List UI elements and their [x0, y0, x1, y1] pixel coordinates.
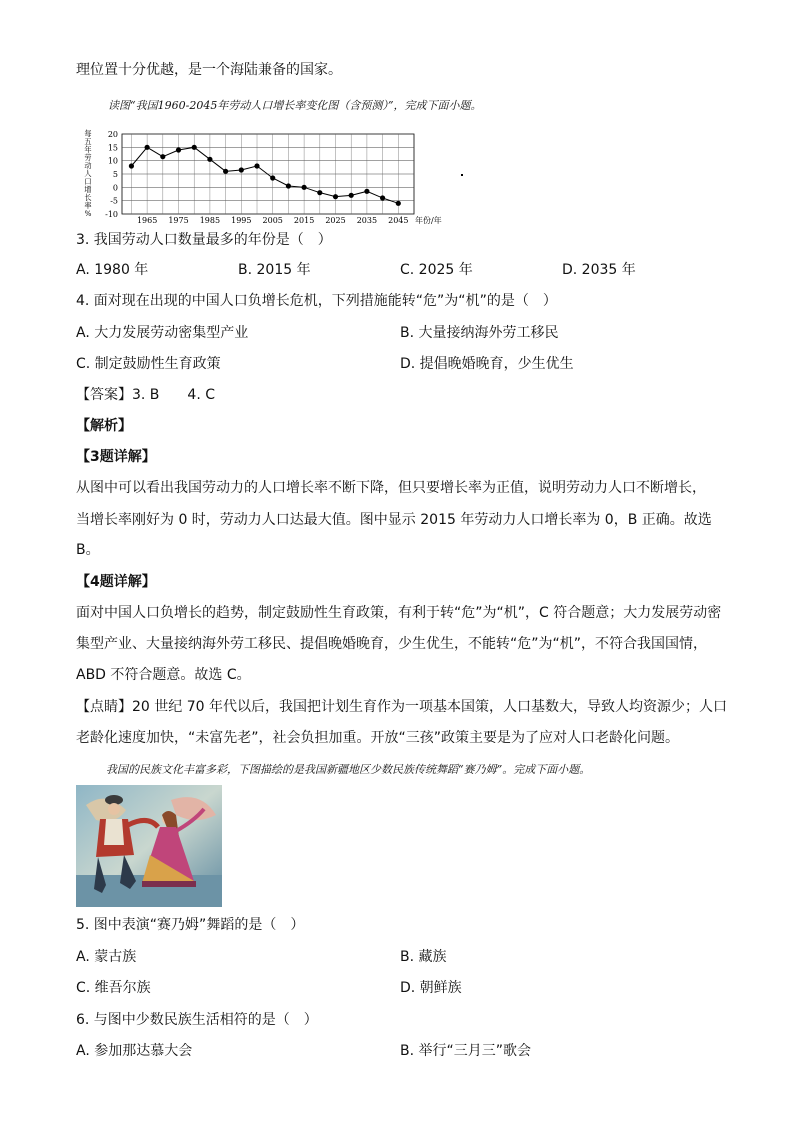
x-tick-label: 1975 — [168, 216, 189, 225]
stray-dot — [461, 174, 463, 176]
question-5: 5. 图中表演“赛乃姆”舞蹈的是（ ） — [76, 917, 305, 933]
data-point — [270, 175, 275, 180]
labor-growth-chart — [82, 126, 462, 226]
q3-option-a[interactable]: A. 1980 年 — [76, 262, 149, 278]
q3-option-d[interactable]: D. 2035 年 — [562, 262, 636, 278]
y-axis-label-char: 劳 — [84, 153, 92, 162]
highlight-note-1: 【点睛】20 世纪 70 年代以后，我国把计划生育作为一项基本国策，人口基数大，导致人均资源少；人口 — [76, 699, 727, 715]
q3-detail-2: 当增长率刚好为 0 时，劳动力人口达最大值。图中显示 2015 年劳动力人口增长率为 0，B 正确。故选 — [76, 512, 712, 528]
y-tick-label: 5 — [112, 170, 118, 179]
q4-detail-2: 集型产业、大量接纳海外劳工移民、提倡晚婚晚育，少生优生，不能转“危”为“机”，不符合我国国情， — [76, 636, 708, 652]
x-tick-label: 2015 — [293, 216, 315, 225]
data-point — [207, 157, 212, 162]
x-tick-label: 2045 — [388, 216, 409, 225]
data-point — [129, 163, 134, 168]
y-axis-label-char: 率 — [84, 201, 92, 210]
y-axis-label-char: 动 — [84, 161, 92, 170]
q3-option-c[interactable]: C. 2025 年 — [400, 262, 473, 278]
y-tick-label: 15 — [107, 143, 118, 153]
q6-option-b[interactable]: B. 举行“三月三”歌会 — [400, 1043, 532, 1059]
q5-option-d[interactable]: D. 朝鲜族 — [400, 980, 462, 996]
q6-option-a[interactable]: A. 参加那达慕大会 — [76, 1043, 193, 1059]
y-axis-label-char: 五 — [84, 137, 92, 146]
analysis-heading: 【解析】 — [76, 418, 132, 434]
y-tick-label: -10 — [105, 210, 118, 219]
x-tick-label: 2025 — [325, 216, 346, 225]
y-axis-label-char: 人 — [84, 169, 92, 178]
x-tick-label: 1965 — [136, 216, 158, 225]
q4-option-b[interactable]: B. 大量接纳海外劳工移民 — [400, 325, 559, 341]
y-tick-label: 20 — [107, 130, 118, 139]
y-tick-label: -5 — [110, 196, 118, 206]
data-point — [317, 190, 322, 195]
q3-detail-1: 从图中可以看出我国劳动力的人口增长率不断下降，但只要增长率为正值，说明劳动力人口不断增长， — [76, 480, 706, 496]
y-axis-label-char: 口 — [84, 177, 92, 186]
y-axis-label-char: 每 — [84, 129, 92, 138]
q3-detail-heading: 【3题详解】 — [76, 449, 156, 465]
question-6: 6. 与图中少数民族生活相符的是（ ） — [76, 1012, 318, 1028]
data-point — [380, 195, 385, 200]
q5-option-c[interactable]: C. 维吾尔族 — [76, 980, 151, 996]
y-axis-label — [84, 129, 91, 218]
y-axis-label-char: 长 — [84, 193, 92, 202]
highlight-note-2: 老龄化速度加快，“未富先老”，社会负担加重。开放“三孩”政策主要是为了应对人口老龄化问题。 — [76, 730, 680, 746]
data-point — [160, 154, 165, 159]
q4-option-a[interactable]: A. 大力发展劳动密集型产业 — [76, 325, 249, 341]
chart-svg — [82, 126, 462, 226]
data-point — [239, 167, 244, 172]
x-tick-label: 2005 — [262, 216, 283, 225]
data-point — [192, 145, 197, 150]
q4-option-d[interactable]: D. 提倡晚婚晚育，少生优生 — [400, 356, 574, 372]
x-tick-label: 1985 — [199, 216, 221, 225]
y-tick-label: 10 — [107, 156, 118, 166]
question-4: 4. 面对现在出现的中国人口负增长危机，下列措施能转“危”为“机”的是（ ） — [76, 293, 557, 309]
data-point — [286, 183, 291, 188]
data-point — [145, 145, 150, 150]
chart-intro: 读图“我国1960-2045年劳动人口增长率变化图（含预测）”，完成下面小题。 — [108, 99, 482, 112]
x-tick-label: 2035 — [356, 216, 378, 225]
y-axis-label-char: % — [84, 209, 92, 218]
image-intro: 我国的民族文化丰富多彩，下图描绘的是我国新疆地区少数民族传统舞蹈“赛乃姆”。完成下面小题。 — [106, 763, 591, 776]
data-point — [349, 193, 354, 198]
data-point — [223, 169, 228, 174]
q5-option-b[interactable]: B. 藏族 — [400, 949, 447, 965]
y-axis-label-char: 年 — [84, 145, 92, 154]
question-3: 3. 我国劳动人口数量最多的年份是（ ） — [76, 232, 332, 248]
q5-option-a[interactable]: A. 蒙古族 — [76, 949, 137, 965]
q4-detail-heading: 【4题详解】 — [76, 574, 156, 590]
data-point — [176, 147, 181, 152]
data-point — [302, 185, 307, 190]
answer-line: 【答案】3. B 4. C — [76, 387, 215, 403]
sainaimu-dance-picture — [76, 785, 222, 907]
q4-detail-1: 面对中国人口负增长的趋势，制定鼓励性生育政策，有利于转“危”为“机”，C 符合题意；大力发展劳动密 — [76, 605, 722, 621]
q3-detail-3: B。 — [76, 542, 100, 558]
y-axis-label-char: 增 — [84, 185, 92, 194]
data-point — [364, 189, 369, 194]
series-line — [131, 147, 398, 203]
q4-detail-3: ABD 不符合题意。故选 C。 — [76, 667, 251, 683]
q4-option-c[interactable]: C. 制定鼓励性生育政策 — [76, 356, 221, 372]
data-point — [333, 194, 338, 199]
x-tick-label: 1995 — [231, 216, 252, 225]
data-point — [254, 163, 259, 168]
data-point — [396, 201, 401, 206]
q3-option-b[interactable]: B. 2015 年 — [238, 262, 311, 278]
y-tick-label: 0 — [112, 183, 118, 193]
x-axis-label: 年份/年 — [415, 216, 442, 225]
text-line-1: 理位置十分优越，是一个海陆兼备的国家。 — [76, 62, 342, 78]
